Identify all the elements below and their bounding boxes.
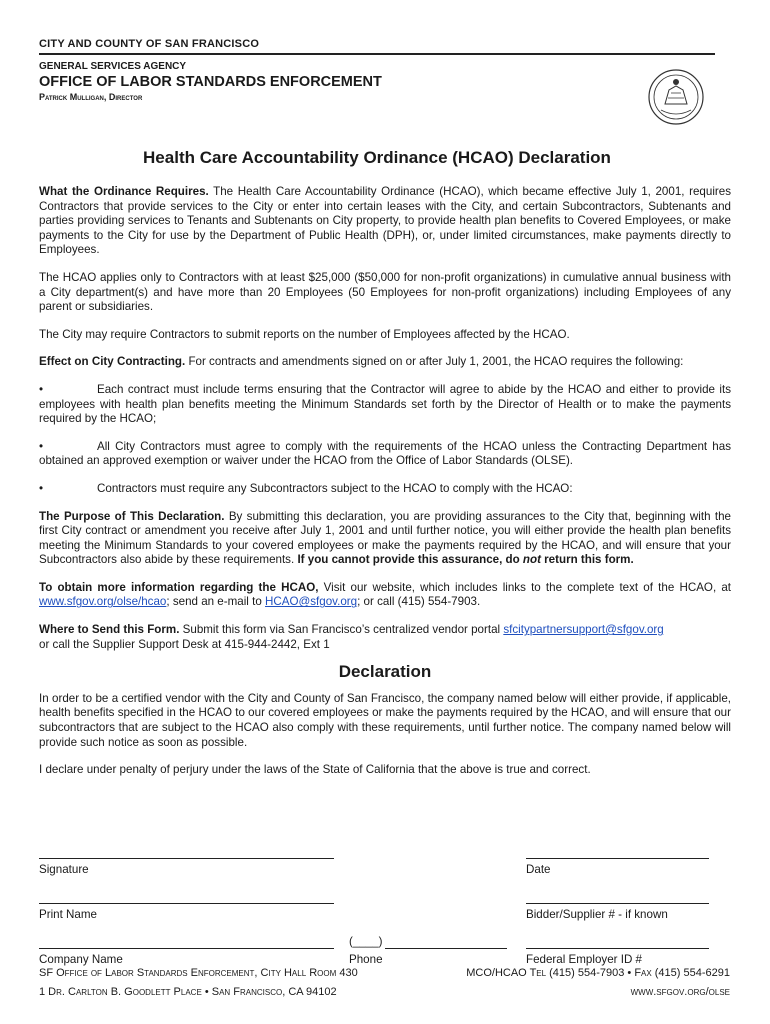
purpose-warning-end: return this form. bbox=[540, 553, 634, 567]
bullet-icon: • bbox=[39, 382, 44, 396]
bullet-text: Contractors must require any Subcontractors subject to the HCAO to comply with the HCAO: bbox=[97, 481, 573, 495]
purpose-paragraph bbox=[39, 510, 731, 568]
bullet-icon: • bbox=[39, 481, 44, 495]
effect-paragraph bbox=[39, 355, 731, 370]
company-name-label: Company Name bbox=[39, 953, 123, 966]
requires-paragraph bbox=[39, 185, 731, 258]
header-rule bbox=[39, 53, 715, 55]
requires-heading: What the Ordinance Requires. bbox=[39, 185, 209, 198]
bullet-item bbox=[39, 440, 731, 469]
declaration-title: Declaration bbox=[338, 662, 432, 682]
fein-line[interactable] bbox=[526, 948, 709, 949]
footer-address-2: 1 Dr. Carlton B. Goodlett Place • San Francisco, CA 94102 bbox=[39, 986, 337, 998]
bullet-text: Each contract must include terms ensuring that the Contractor will agree to abide by the HCAO and either to provide its employees with health plan benefits meeting the Minimum Standards set forth by the Director of Health or to make the payments required by the HCAO; bbox=[39, 382, 731, 426]
purpose-heading: The Purpose of This Declaration. bbox=[39, 509, 225, 523]
director-name: Patrick Mulligan, Director bbox=[39, 92, 143, 102]
purpose-warning: If you cannot provide this assurance, do bbox=[294, 553, 523, 567]
date-label: Date bbox=[526, 863, 551, 876]
info-text: ; or call (415) 554-7903. bbox=[357, 595, 481, 609]
signature-label: Signature bbox=[39, 863, 89, 876]
info-heading: To obtain more information regarding the HCAO, bbox=[39, 580, 319, 594]
print-name-label: Print Name bbox=[39, 908, 97, 921]
office-name: OFFICE OF LABOR STANDARDS ENFORCEMENT bbox=[39, 74, 382, 90]
bullet-item bbox=[39, 383, 731, 427]
print-name-line[interactable] bbox=[39, 903, 334, 904]
phone-line[interactable] bbox=[385, 948, 507, 949]
requires-text: The Health Care Accountability Ordinance (HCAO), which became effective July 1, 2001, requires Contractors that provide services to the City or enter into certain leases with the City, and certain Subcontractors, Subtenants and parties providing services to Tenants and Subtenants on City property, to provide health plan benefits to Covered Employees, or make payments to the City for use by the Department of Public Health (DPH), or, under limited circumstances, make payments directly to Employees. bbox=[39, 185, 731, 257]
phone-label: Phone bbox=[349, 953, 383, 966]
bullet-item bbox=[39, 482, 731, 497]
form-body bbox=[39, 185, 731, 791]
date-line[interactable] bbox=[526, 858, 709, 859]
fein-label: Federal Employer ID # bbox=[526, 953, 642, 966]
info-text: ; send an e-mail to bbox=[166, 595, 265, 609]
info-text: Visit our website, which includes links to the complete text of the HCAO, at bbox=[318, 580, 732, 594]
city-seal-icon bbox=[647, 68, 705, 126]
vendor-portal-link[interactable]: sfcitypartnersupport@sfgov.org bbox=[503, 623, 664, 637]
hcao-website-link[interactable]: www.sfgov.org/olse/hcao bbox=[39, 595, 167, 609]
footer-contact: MCO/HCAO Tel (415) 554-7903 • Fax (415) 554-6291 bbox=[466, 967, 730, 979]
effect-heading: Effect on City Contracting. bbox=[39, 355, 186, 369]
info-paragraph bbox=[39, 581, 731, 610]
footer-website: www.sfgov.org/olse bbox=[630, 986, 730, 998]
purpose-text: By submitting this declaration, you are providing assurances to the City that, beginning with the first City contract or amendment you receive after July 1, 2001 and until further notice, you will either provide the health plan benefits meeting the Minimum Standards to your covered employees or make the payments required by the HCAO, and will ensure that your Subcontractors also abide by these requirements. bbox=[39, 509, 731, 567]
city-name: CITY AND COUNTY OF SAN FRANCISCO bbox=[39, 38, 260, 50]
bullet-icon: • bbox=[39, 439, 44, 453]
declaration-text: In order to be a certified vendor with the City and County of San Francisco, the company named below will either provide, if applicable, health benefits specified in the HCAO to our covered employees or make the payments required by the HCAO, and will ensure that our subcontractors that are subject to the HCAO also comply with these requirements, until further notice. The company named below will provide such notice as soon as possible. bbox=[39, 691, 731, 749]
perjury-statement: I declare under penalty of perjury under the laws of the State of California that the above is true and correct. bbox=[39, 763, 591, 777]
form-title: Health Care Accountability Ordinance (HCAO) Declaration bbox=[143, 148, 611, 167]
purpose-warning-not: not bbox=[522, 553, 541, 567]
agency-name: GENERAL SERVICES AGENCY bbox=[39, 61, 187, 72]
signature-line[interactable] bbox=[39, 858, 334, 859]
letterhead bbox=[39, 38, 731, 102]
footer-address-1: SF Office of Labor Standards Enforcement, City Hall Room 430 bbox=[39, 967, 358, 979]
applies-paragraph: The HCAO applies only to Contractors with at least $25,000 ($50,000 for non-profit organizations) in cumulative annual business with a City department(s) and have more than 20 Employees (50 Employees for non-profit organizations) including Employees of any parent or subsidiaries. bbox=[39, 270, 731, 314]
phone-area-code[interactable]: (____) bbox=[349, 935, 383, 948]
send-text: Submit this form via San Francisco’s centralized vendor portal bbox=[179, 623, 504, 637]
effect-text: For contracts and amendments signed on or after July 1, 2001, the HCAO requires the following: bbox=[185, 355, 684, 369]
bullet-text: All City Contractors must agree to comply with the requirements of the HCAO unless the Contracting Department has obtained an approved exemption or waiver under the HCAO from the Office of Labor Standards (OLSE). bbox=[39, 439, 731, 468]
bidder-line[interactable] bbox=[526, 903, 709, 904]
send-paragraph bbox=[39, 623, 731, 652]
hcao-email-link[interactable]: HCAO@sfgov.org bbox=[265, 595, 358, 609]
bidder-label: Bidder/Supplier # - if known bbox=[526, 908, 668, 921]
send-heading: Where to Send this Form. bbox=[39, 623, 180, 637]
company-name-line[interactable] bbox=[39, 948, 334, 949]
reports-paragraph: The City may require Contractors to submit reports on the number of Employees affected by the HCAO. bbox=[39, 327, 570, 341]
send-text-phone: or call the Supplier Support Desk at 415-944-2442, Ext 1 bbox=[39, 637, 330, 651]
